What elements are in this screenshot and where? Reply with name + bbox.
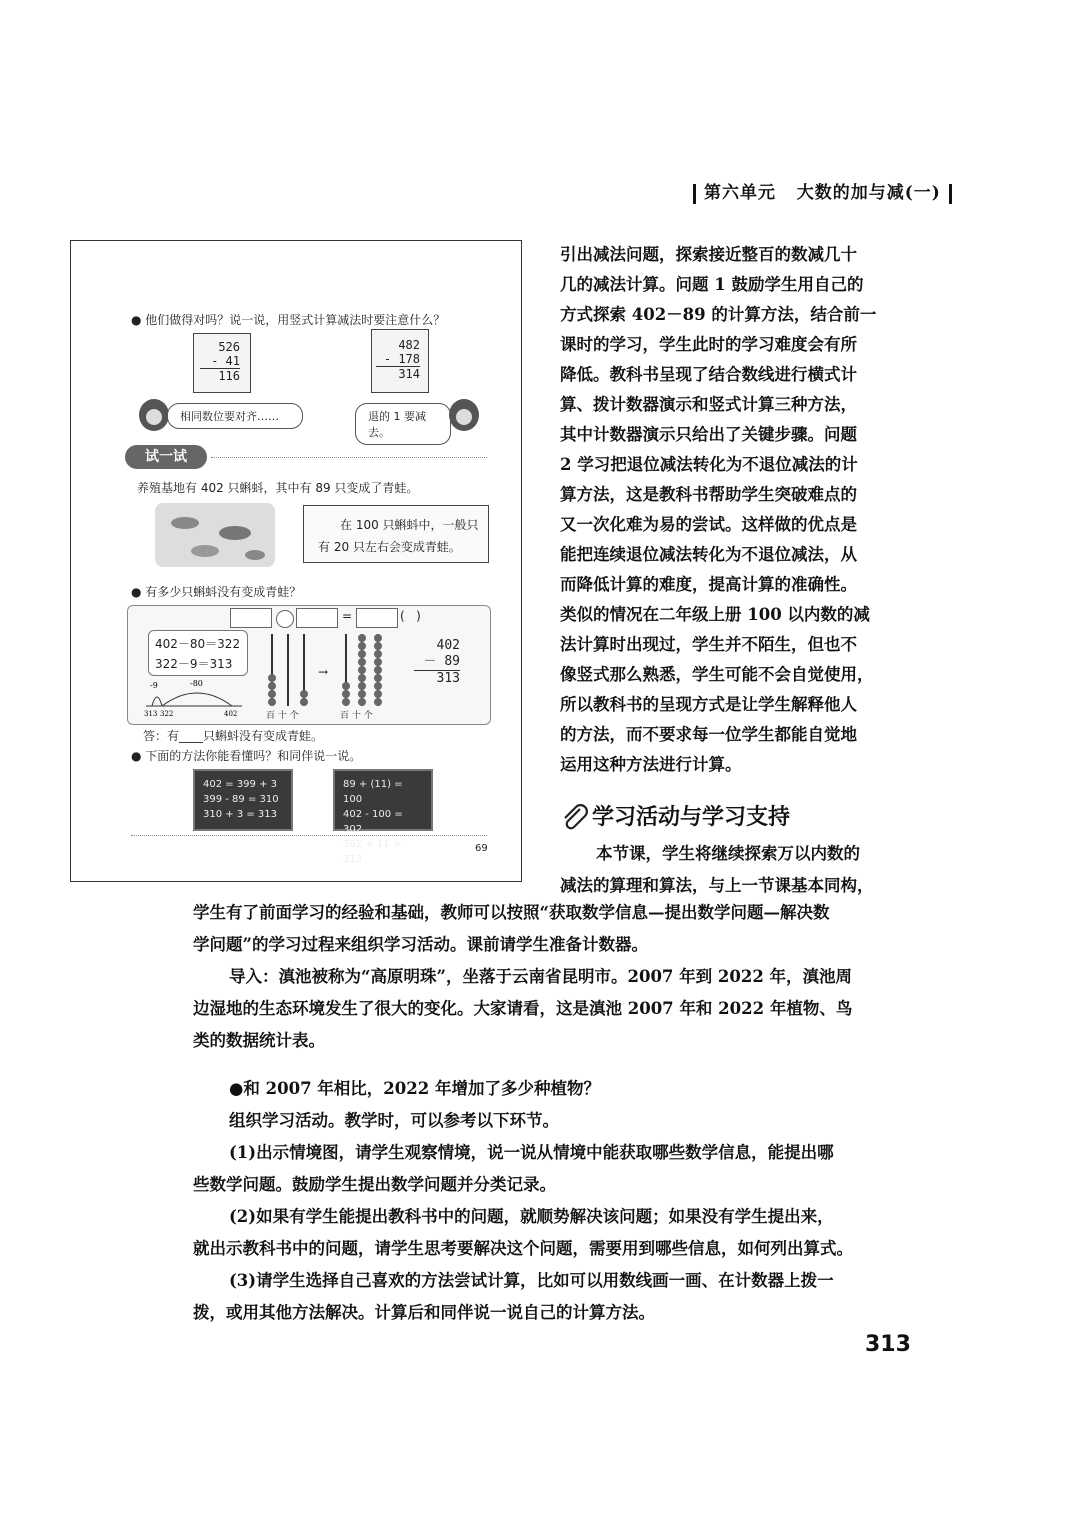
- unit-label: 第六单元: [704, 183, 776, 203]
- tb-method-equations: 402－80＝322 322－9＝313: [148, 630, 248, 676]
- tb-note-card: 在 100 只蝌蚪中，一般只 有 20 只左右会变成青蛙。: [303, 505, 489, 563]
- tb-story-text: 养殖基地有 402 只蝌蚪，其中有 89 只变成了青蛙。: [137, 481, 419, 495]
- tb-question-2: ● 有多少只蝌蚪没有变成青蛙？: [131, 585, 302, 599]
- activity-question: ●和 2007 年相比，2022 年增加了多少种植物？: [229, 1079, 600, 1098]
- tb-answer-line: 答：有____只蝌蚪没有变成青蛙。: [143, 729, 324, 743]
- abacus-place-labels: 百 十 个: [266, 711, 299, 721]
- svg-text:-80: -80: [190, 679, 203, 688]
- chalkboard-2: 89 + (11) = 100 402 - 100 = 302 302 + 11 = 313: [333, 769, 433, 831]
- tb-question-1: ● 他们做得对吗？说一说，用竖式计算减法时要注意什么？: [131, 313, 446, 327]
- right-column-text: 引出减法问题，探索接近整百的数减几十 几的减法计算。问题 1 鼓励学生用自己的 方式探索 402－89 的计算方法，结合前一 课时的学习，学生此时的学习难度会有所 降低。教科书呈现了结合数线进行横式计 算、拨计数器演示和竖式计算三种方法， 其中计数器演示只给出了关键步骤。问题 2 学习把退位减法转化为不退位减法的计 算方法，这是教科书帮助学生突破难点的 又一次化难为易的尝试。这样做的优点是 能把连续退位减法转化为不退位减法，从 而降低计算的难度，提高计算的准确性。 类似的情况在二年级上册 100 以内数的减 法计算时出现过，学生并不陌生，但也不 像竖式那么熟悉，学生可能不会自觉使用， 所以教科书的呈现方式是让学生解释他人 的方法，而不要求每一位学生都能自觉地 运用这种方法进行计算。: [560, 245, 877, 774]
- unit-parens: ( ): [400, 609, 421, 623]
- operator-circle: [276, 610, 294, 628]
- section-intro-full: 学生有了前面学习的经验和基础，教师可以按照“获取数学信息—提出数学问题—解决数 学问题”的学习过程来组织学习活动。课前请学生准备计数器。 导入：滇池被称为“高原明珠”，坐落于云南省昆明市。2007 年到 2022 年，滇池周 边湿地的生态环境发生了很大的变化。大家请看，这是滇池 2007 年和 2022 年植物、鸟 类的数据统计表。: [193, 903, 853, 1050]
- equals-sign: =: [342, 609, 353, 623]
- try-it-label: 试一试: [125, 445, 207, 469]
- child-avatar: [449, 399, 479, 431]
- answer-box: [356, 608, 398, 628]
- svg-text:→: →: [318, 665, 329, 679]
- svg-text:322: 322: [160, 710, 174, 718]
- svg-text:313: 313: [144, 710, 158, 718]
- section-title: 学习活动与学习支持: [560, 800, 790, 833]
- activity-steps: ●和 2007 年相比，2022 年增加了多少种植物？ 组织学习活动。教学时，可以参考以下环节。 (1)出示情境图，请学生观察情境，说一说从情境中能获取哪些数学信息，能提出哪 些数学问题。鼓励学生提出数学问题并分类记录。 (2)如果有学生能提出教科书中的问题，就顺势解决该问题；如果没有学生提出来， 就出示教科书中的问题，请学生思考要解决这个问题，需要用到哪些信息，如何列出算式。 (3)请学生选择自己喜欢的方法尝试计算，比如可以用数线画一画、在计数器上拨一 拨，或用其他方法解决。计算后和同伴说一说自己的计算方法。: [193, 1073, 903, 1329]
- chalkboard-1: 402 = 399 + 3 399 - 89 = 310 310 + 3 = 313: [193, 769, 293, 831]
- textbook-page-image: [70, 240, 522, 882]
- tb-speech-bubble-1: 相同数位要对齐……: [167, 403, 303, 429]
- tb-page-number: 69: [475, 843, 488, 854]
- tb-calc-card-2: 482 - 178 314: [371, 329, 429, 393]
- number-line: [142, 676, 246, 718]
- section-intro-short: 本节课，学生将继续探索万以内数的 减法的算理和算法，与上一节课基本同构，: [560, 844, 874, 895]
- running-header: [685, 178, 960, 204]
- tb-speech-bubble-2: 退的 1 要减去。: [355, 403, 451, 445]
- divider: [131, 835, 487, 836]
- answer-box: [296, 608, 338, 628]
- pond-illustration: [155, 503, 275, 567]
- topic-label: 大数的加与减(一): [796, 183, 941, 203]
- child-avatar: [139, 399, 169, 431]
- page-number: 313: [865, 1332, 911, 1357]
- divider: [211, 457, 487, 458]
- paperclip-icon: [560, 803, 590, 833]
- tb-vertical-calc: 402 － 89 313: [414, 638, 460, 687]
- abacus-place-labels: 百 十 个: [340, 711, 373, 721]
- svg-text:-9: -9: [150, 681, 158, 690]
- tb-question-3: ● 下面的方法你能看懂吗？和同伴说一说。: [131, 749, 362, 763]
- svg-text:402: 402: [224, 710, 238, 718]
- answer-box: [230, 608, 272, 628]
- tb-methods-panel: [127, 605, 491, 725]
- tb-calc-card-1: 526 - 41 116: [193, 333, 251, 393]
